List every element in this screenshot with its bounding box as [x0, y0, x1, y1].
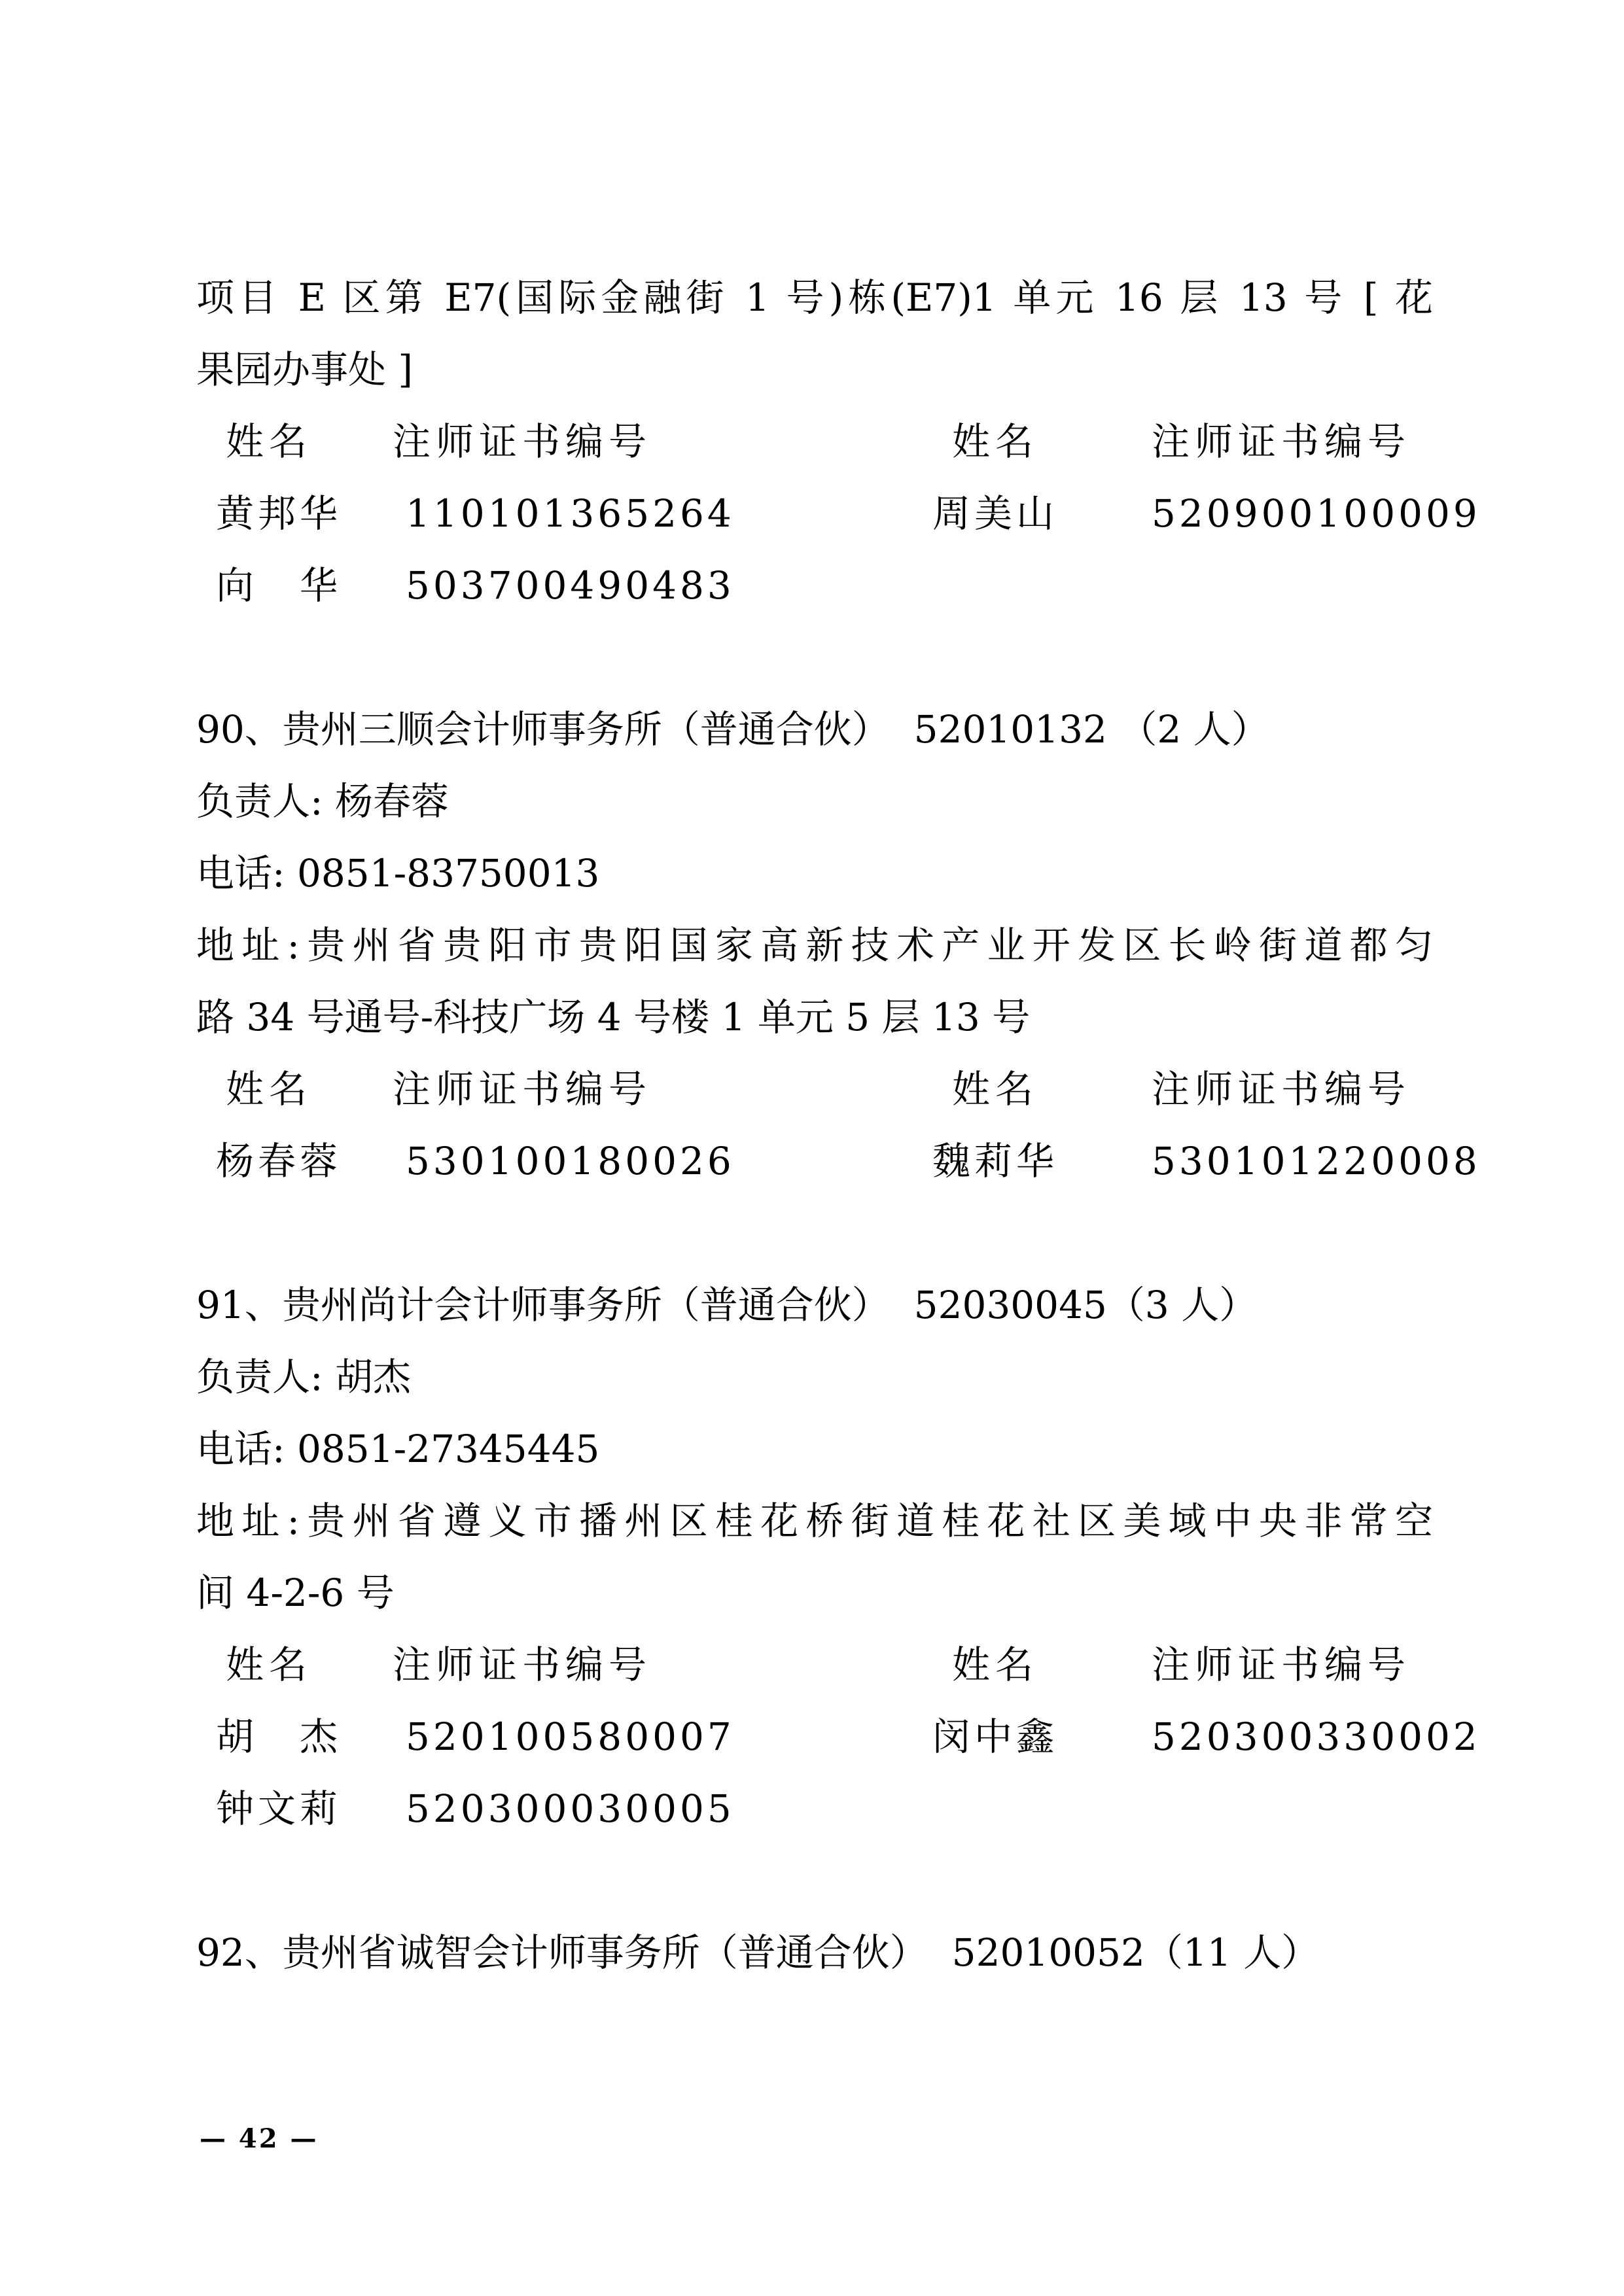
member-name: 胡 杰 [216, 1714, 342, 1759]
member-cert-number [1152, 1773, 1433, 1845]
section-90-leader: 负责人: 杨春蓉 [196, 779, 449, 824]
member-name: 黄邦华 [216, 491, 342, 536]
section-90-address-line-1: 地址:贵州省贵阳市贵阳国家高新技术产业开发区长岭街道都匀 [196, 923, 1433, 967]
address-continuation-line-1: 项目 E 区第 E7(国际金融街 1 号)栋(E7)1 单元 16 层 13 号 [ 花 [196, 275, 1433, 320]
member-cert-number: 503700490483 [406, 563, 735, 608]
section-91-title: 91、贵州尚计会计师事务所（普通合伙） 52030045（3 人） [196, 1283, 1258, 1327]
member-cert-number: 520900100009 [1152, 491, 1481, 536]
section-90-title: 90、贵州三顺会计师事务所（普通合伙） 52010132 （2 人） [196, 707, 1269, 752]
blank-line [196, 1845, 1433, 1917]
member-cert-number: 520100580007 [406, 1714, 735, 1759]
blank-line [196, 621, 1433, 693]
member-name: 向 华 [216, 563, 342, 608]
cert-column-header: 注师证书编号 [1152, 419, 1411, 464]
name-column-header: 姓名 [226, 419, 313, 464]
roster-header-row [196, 406, 1433, 478]
member-name [929, 1773, 1152, 1845]
member-name: 钟文莉 [216, 1786, 342, 1831]
member-cert-number: 520300030005 [406, 1786, 735, 1831]
roster-row [196, 1773, 1433, 1845]
member-name: 闵中鑫 [932, 1714, 1059, 1759]
name-column-header: 姓名 [226, 1067, 313, 1111]
member-cert-number: 530101220008 [1152, 1139, 1481, 1183]
member-cert-number: 110101365264 [406, 491, 735, 536]
member-name: 杨春蓉 [216, 1139, 342, 1183]
roster-header-row [196, 1053, 1433, 1125]
roster-row [196, 1125, 1481, 1197]
blank-line [196, 1197, 1433, 1269]
name-column-header: 姓名 [952, 1643, 1039, 1687]
cert-column-header: 注师证书编号 [393, 1643, 652, 1687]
section-92-title: 92、贵州省诚智会计师事务所（普通合伙） 52010052（11 人） [196, 1930, 1320, 1975]
section-90-address-line-2: 路 34 号通号-科技广场 4 号楼 1 单元 5 层 13 号 [196, 995, 1031, 1039]
member-name: 周美山 [932, 491, 1059, 536]
member-cert-number: 530100180026 [406, 1139, 735, 1183]
roster-row [196, 549, 1433, 621]
page-content [196, 262, 1481, 1989]
name-column-header: 姓名 [952, 419, 1039, 464]
cert-column-header: 注师证书编号 [393, 419, 652, 464]
address-continuation-line-2: 果园办事处 ] [196, 347, 414, 392]
cert-column-header: 注师证书编号 [393, 1067, 652, 1111]
name-column-header: 姓名 [226, 1643, 313, 1687]
page-number: — 42 — [200, 2123, 319, 2154]
member-name [929, 549, 1152, 621]
section-91-address-line-2: 间 4-2-6 号 [196, 1571, 395, 1615]
section-90-phone: 电话: 0851-83750013 [196, 851, 600, 896]
member-cert-number [1152, 549, 1433, 621]
cert-column-header: 注师证书编号 [1152, 1643, 1411, 1687]
name-column-header: 姓名 [952, 1067, 1039, 1111]
member-name: 魏莉华 [932, 1139, 1059, 1183]
section-91-leader: 负责人: 胡杰 [196, 1355, 411, 1399]
roster-row [196, 1701, 1481, 1773]
section-91-address-line-1: 地址:贵州省遵义市播州区桂花桥街道桂花社区美域中央非常空 [196, 1499, 1433, 1543]
roster-header-row [196, 1629, 1433, 1701]
section-91-phone: 电话: 0851-27345445 [196, 1427, 600, 1471]
roster-row [196, 478, 1481, 549]
member-cert-number: 520300330002 [1152, 1714, 1481, 1759]
cert-column-header: 注师证书编号 [1152, 1067, 1411, 1111]
